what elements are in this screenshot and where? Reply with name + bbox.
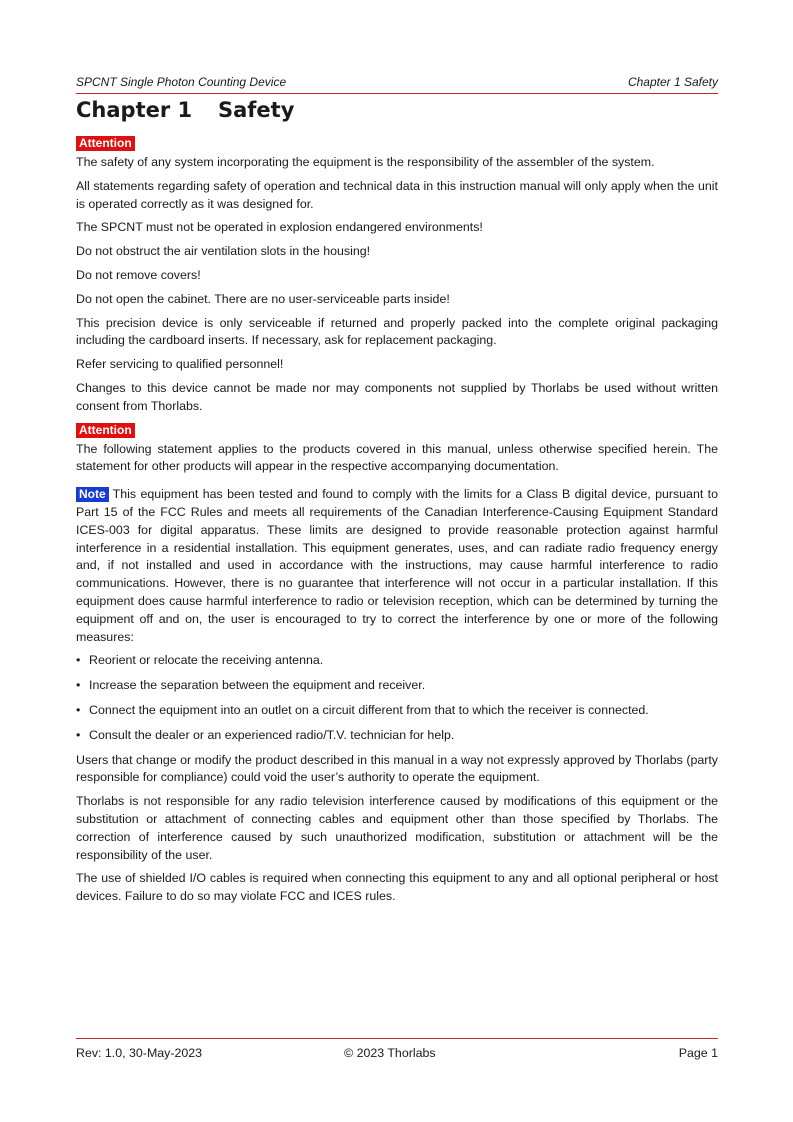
note-paragraph <box>76 486 718 646</box>
attention-badge-row-1 <box>76 135 718 152</box>
paragraph: Refer servicing to qualified personnel! <box>76 357 284 372</box>
paragraph: The following statement applies to the products covered in this manual, unless otherwise specified herein. The statement for other products will appear in the respective accompanying documentation. <box>76 441 718 474</box>
paragraph: The use of shielded I/O cables is required when connecting this equipment to any and all optional peripheral or host devices. Failure to do so may violate FCC and ICES rules. <box>76 871 718 904</box>
paragraph: Thorlabs is not responsible for any radio television interference caused by modifications of this equipment or the substitution or attachment of connecting cables and equipment other than those specified by Thorlabs. The correction of interference caused by such unauthorized modification, substitution or attachment will be the responsibility of the user. <box>76 794 718 862</box>
paragraph: Do not obstruct the air ventilation slots in the housing! <box>76 244 371 259</box>
paragraph: This precision device is only serviceable if returned and properly packed into the complete original packaging including the cardboard inserts. If necessary, ask for replacement packaging. <box>76 315 718 348</box>
chapter-heading <box>76 98 294 122</box>
page-number: Page 1 <box>678 1046 718 1060</box>
paragraph: All statements regarding safety of operation and technical data in this instruction manual will only apply when the unit is operated correctly as it was designed for. <box>76 178 718 211</box>
document-page <box>76 0 718 1122</box>
chapter-number: Chapter 1 <box>76 98 193 122</box>
paragraph: Do not open the cabinet. There are no user-serviceable parts inside! <box>76 291 450 306</box>
paragraph: Do not remove covers! <box>76 267 201 282</box>
bullet-icon: • <box>76 727 81 742</box>
paragraph: Users that change or modify the product described in this manual in a way not expressly approved by Thorlabs (party responsible for compliance) could void the user’s authority to operate the equipment. <box>76 752 718 785</box>
page-header <box>76 75 718 94</box>
paragraph: The safety of any system incorporating the equipment is the responsibility of the assembler of the system. <box>76 155 655 169</box>
bullet-icon: • <box>76 678 81 693</box>
header-document-title: SPCNT Single Photon Counting Device <box>76 75 287 89</box>
page-footer <box>76 1038 718 1066</box>
attention-badge-row-2 <box>76 422 718 439</box>
list-item-text: Consult the dealer or an experienced radio/T.V. technician for help. <box>89 727 455 742</box>
bullet-icon: • <box>76 702 81 717</box>
measures-list <box>76 652 718 744</box>
copyright-label: © 2023 Thorlabs <box>344 1046 436 1060</box>
bullet-icon: • <box>76 653 81 668</box>
note-text: This equipment has been tested and found to comply with the limits for a Class B digital device, pursuant to Part 15 of the FCC Rules and meets all requirements of the Canadian Interference-Causing Equipment Standard ICES-003 for digital apparatus. These limits are designed to provide reasonable protection against harmful interference in a residential installation. This equipment generates, uses, and can radiate radio frequency energy and, if not installed and used in accordance with the instructions, may cause harmful interference to radio communications. However, there is no guarantee that interference will not occur in a particular installation. If this equipment does cause harmful interference to radio or television reception, which can be determined by turning the equipment off and on, the user is encouraged to try to correct the interference by one or more of the following measures: <box>76 487 718 644</box>
page-content <box>76 135 718 912</box>
paragraph: Changes to this device cannot be made nor may components not supplied by Thorlabs be used without written consent from Thorlabs. <box>76 380 718 413</box>
paragraph: The SPCNT must not be operated in explosion endangered environments! <box>76 220 483 235</box>
attention-badge: Attention <box>76 423 135 438</box>
list-item <box>76 677 718 695</box>
list-item-text: Increase the separation between the equipment and receiver. <box>89 678 426 693</box>
attention-badge: Attention <box>76 136 135 151</box>
revision-label: Rev: 1.0, 30-May-2023 <box>76 1046 203 1060</box>
header-chapter-label: Chapter 1 Safety <box>627 75 718 89</box>
note-badge: Note <box>76 487 109 502</box>
list-item-text: Reorient or relocate the receiving antenna. <box>89 653 324 668</box>
list-item <box>76 652 718 670</box>
list-item <box>76 727 718 745</box>
list-item-text: Connect the equipment into an outlet on a circuit different from that to which the receiver is connected. <box>89 702 649 717</box>
chapter-title: Safety <box>218 98 295 122</box>
list-item <box>76 702 718 720</box>
